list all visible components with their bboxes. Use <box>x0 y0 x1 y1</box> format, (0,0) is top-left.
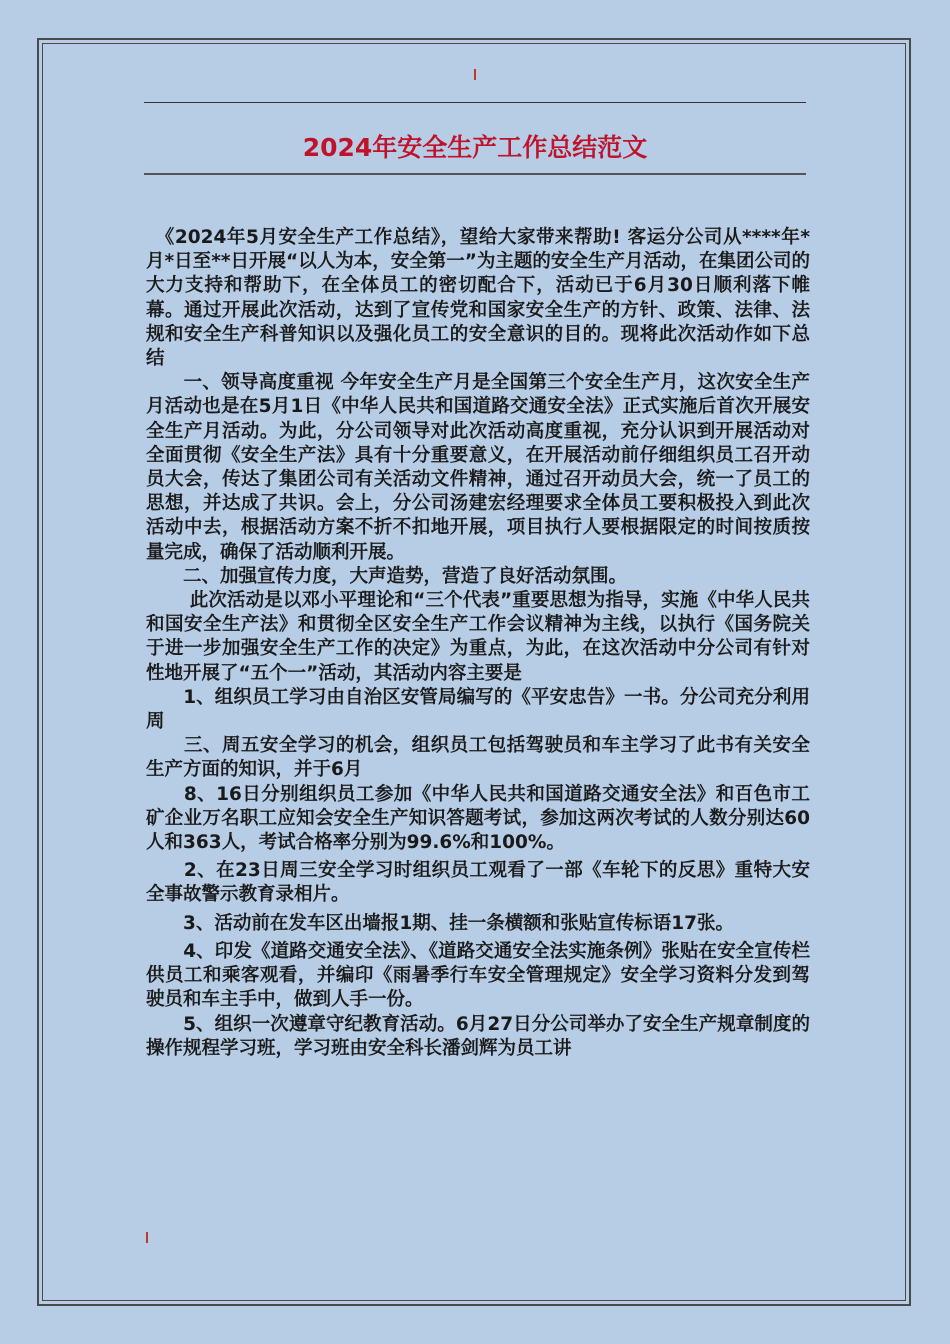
header-mark <box>474 69 476 80</box>
paragraph-section-2-heading: 二、加强宣传力度，大声造势，营造了良好活动氛围。 <box>146 565 628 587</box>
paragraph-section-1: 一、领导高度重视 今年安全生产月是全国第三个安全生产月，这次安全生产月活动也是在5月1日《中华人民共和国道路交通安全法》正式实施后首次开展安全生产月活动。为此，分公司领导对此次活动高度重视，充分认识到开展活动对全面贯彻《安全生产法》具有十分重要意义，在开展活动前仔细组织员工召开动员大会，传达了集团公司有关活动文件精神，通过召开动员大会，统一了员工的思想，并达成了共识。会上，分公司汤建宏经理要求全体员工要积极投入到此次活动中去，根据活动方案不折不扣地开展，项目执行人要根据限定的时间按质按量完成，确保了活动顺利开展。 <box>146 372 810 563</box>
paragraph-item-4: 4、印发《道路交通安全法》、《道路交通安全法实施条例》张贴在安全宣传栏供员工和乘客观看，并编印《雨暑季行车安全管理规定》安全学习资料分发到驾驶员和车主手中，做到人手一份。 <box>146 940 810 1011</box>
paragraph-item-8: 8、16日分别组织员工参加《中华人民共和国道路交通安全法》和百色市工矿企业万名职工应知会安全生产知识答题考试，参加这两次考试的人数分别达60人和363人，考试合格率分别为99.6%和100%。 <box>146 783 810 854</box>
footer-mark <box>146 1232 148 1243</box>
header-rule <box>144 102 806 103</box>
paragraph-section-2-body: 此次活动是以邓小平理论和“三个代表”重要思想为指导，实施《中华人民共和国安全生产法》和贯彻全区安全生产工作会议精神为主线，以执行《国务院关于进一步加强安全生产工作的决定》为重点，为此，在这次活动中分公司有针对性地开展了“五个一”活动，其活动内容主要是 <box>146 590 810 684</box>
paragraph-item-5: 5、组织一次遵章守纪教育活动。6月27日分公司举办了安全生产规章制度的操作规程学习班，学习班由安全科长潘剑辉为员工讲 <box>146 1013 810 1059</box>
paragraph-item-3: 三、周五安全学习的机会，组织员工包括驾驶员和车主学习了此书有关安全生产方面的知识，并于6月 <box>146 735 810 781</box>
document-title: 2024年安全生产工作总结范文 <box>302 133 648 162</box>
document-body <box>146 226 810 1061</box>
paragraph-item-3b: 3、活动前在发车区出墙报1期、挂一条横额和张贴宣传标语17张。 <box>146 912 734 934</box>
paragraph-item-2: 2、在23日周三安全学习时组织员工观看了一部《车轮下的反思》重特大安全事故警示教育录相片。 <box>146 860 810 906</box>
paragraph-item-1: 1、组织员工学习由自治区安管局编写的《平安忠告》一书。分公司充分利用周 <box>146 686 810 733</box>
title-rule <box>144 173 806 175</box>
paragraph-intro: 《2024年5月安全生产工作总结》，望给大家带来帮助! 客运分公司从****年*月*日至**日开展“以人为本，安全第一”为主题的安全生产月活动，在集团公司的大力支持和帮助下，在全体员工的密切配合下，活动已于6月30日顺利落下帷幕。通过开展此次活动，达到了宣传党和国家安全生产的方针、政策、法律、法规和安全生产科普知识以及强化员工的安全意识的目的。现将此次活动作如下总结 <box>146 227 810 370</box>
